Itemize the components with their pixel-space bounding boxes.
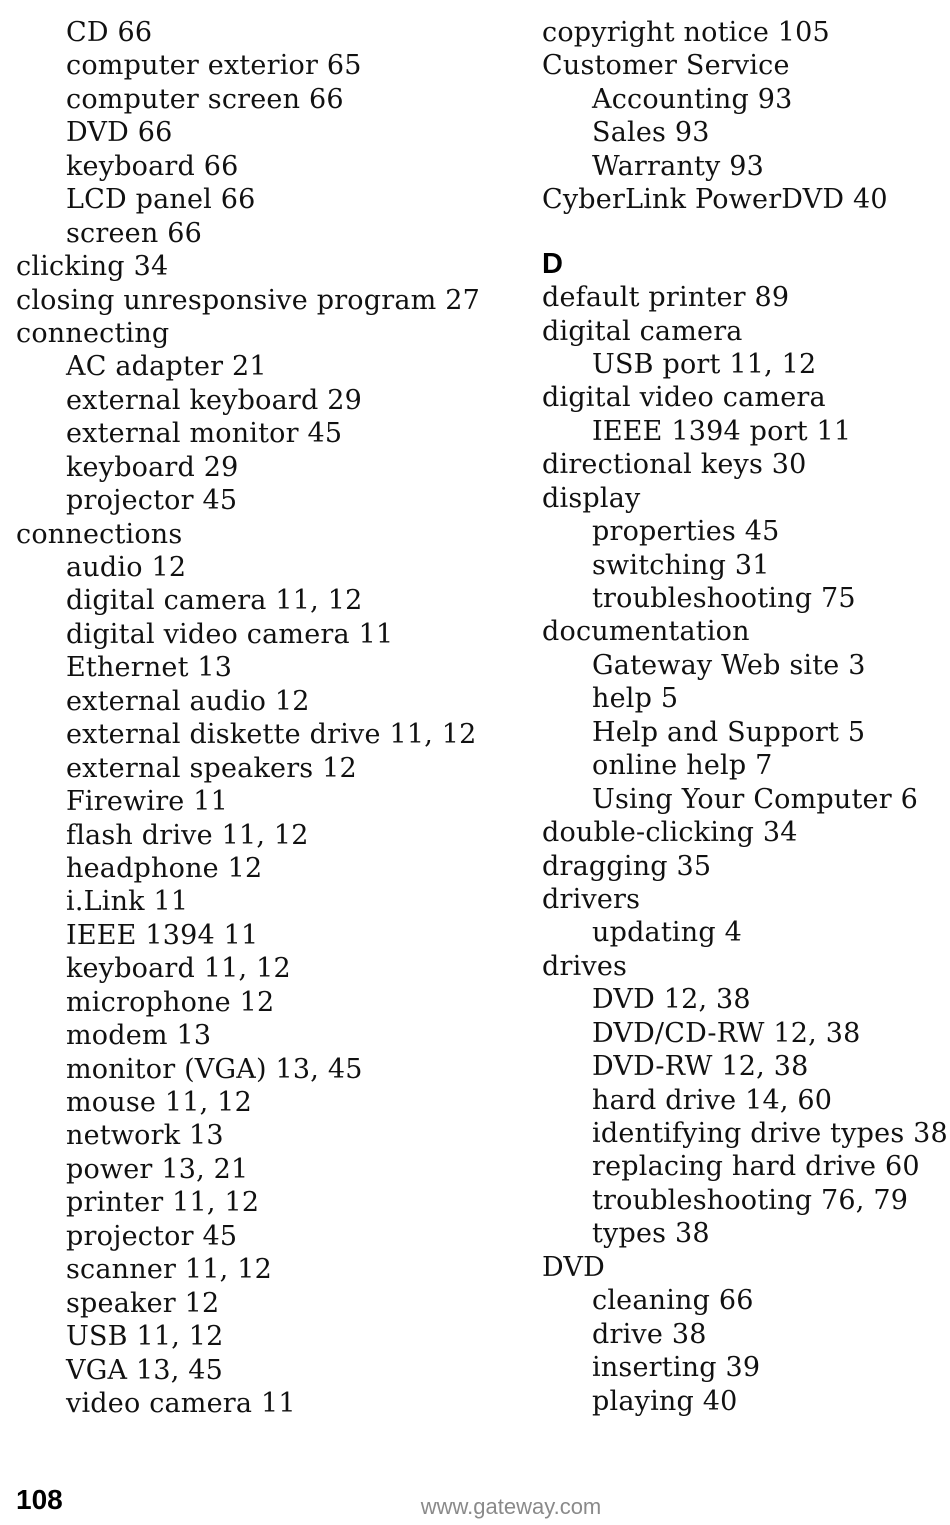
index-subentry: scanner 11, 12 — [66, 1254, 272, 1286]
index-subentry: projector 45 — [66, 485, 238, 517]
index-subentry: keyboard 11, 12 — [66, 953, 291, 985]
index-column-right — [542, 16, 947, 1418]
index-subentry: troubleshooting 75 — [592, 583, 856, 614]
index-subentry: USB port 11, 12 — [592, 348, 817, 380]
index-subentry: IEEE 1394 port 11 — [592, 415, 852, 447]
index-subentry: properties 45 — [592, 516, 780, 548]
index-subentry: inserting 39 — [592, 1352, 761, 1384]
index-subentry: updating 4 — [592, 917, 742, 949]
index-entry: closing unresponsive program 27 — [16, 284, 480, 316]
index-entry: connecting — [16, 317, 170, 349]
index-subentry: USB 11, 12 — [66, 1321, 224, 1353]
index-subentry: VGA 13, 45 — [66, 1354, 224, 1386]
index-subentry: keyboard 29 — [66, 451, 239, 483]
index-subentry: external diskette drive 11, 12 — [66, 719, 477, 751]
index-subentry: printer 11, 12 — [66, 1187, 260, 1219]
index-subentry: speaker 12 — [66, 1287, 220, 1319]
index-entry: Customer Service — [542, 50, 790, 82]
index-subentry: monitor (VGA) 13, 45 — [66, 1053, 363, 1085]
index-subentry: microphone 12 — [66, 986, 275, 1018]
index-entry: drives — [542, 950, 628, 982]
index-subentry: online help 7 — [592, 750, 773, 782]
index-subentry: replacing hard drive 60 — [592, 1151, 920, 1183]
index-subentry: IEEE 1394 11 — [66, 919, 259, 951]
section-heading: D — [542, 247, 563, 280]
index-entry: DVD — [542, 1251, 605, 1283]
index-subentry: screen 66 — [66, 217, 202, 249]
index-subentry: playing 40 — [592, 1385, 738, 1417]
index-subentry: video camera 11 — [66, 1387, 296, 1419]
index-subentry: Firewire 11 — [66, 786, 229, 818]
index-subentry: flash drive 11, 12 — [66, 819, 309, 851]
index-column-left — [16, 16, 516, 1420]
index-subentry: power 13, 21 — [66, 1153, 249, 1185]
index-subentry: DVD 66 — [66, 117, 173, 149]
index-entry: display — [542, 482, 641, 514]
index-entry: default printer 89 — [542, 282, 790, 314]
index-subentry: Accounting 93 — [592, 83, 793, 115]
index-subentry: Warranty 93 — [592, 150, 765, 182]
index-entry: digital video camera — [542, 382, 826, 414]
index-subentry: projector 45 — [66, 1220, 238, 1252]
page-number: 108 — [16, 1484, 63, 1515]
index-entry: copyright notice 105 — [542, 17, 830, 48]
index-subentry: Ethernet 13 — [66, 652, 233, 684]
index-subentry: hard drive 14, 60 — [592, 1084, 833, 1116]
index-subentry: identifying drive types 38 — [592, 1118, 948, 1149]
index-subentry: external keyboard 29 — [66, 384, 363, 416]
index-subentry: external speakers 12 — [66, 752, 357, 784]
index-subentry: computer screen 66 — [66, 83, 344, 115]
index-subentry: Using Your Computer 6 — [592, 783, 918, 815]
index-subentry: Gateway Web site 3 — [592, 649, 866, 681]
index-entry: dragging 35 — [542, 850, 712, 882]
index-subentry: mouse 11, 12 — [66, 1087, 252, 1118]
index-subentry: CD 66 — [66, 17, 153, 48]
index-subentry: computer exterior 65 — [66, 50, 362, 82]
index-subentry: types 38 — [592, 1218, 710, 1250]
index-subentry: DVD 12, 38 — [592, 984, 751, 1016]
index-subentry: Help and Support 5 — [592, 716, 866, 748]
index-subentry: help 5 — [592, 683, 679, 715]
index-subentry: network 13 — [66, 1120, 224, 1152]
index-subentry: LCD panel 66 — [66, 184, 256, 216]
index-subentry: DVD-RW 12, 38 — [592, 1051, 809, 1083]
index-subentry: AC adapter 21 — [66, 351, 267, 383]
index-subentry: keyboard 66 — [66, 150, 239, 182]
index-entry: clicking 34 — [16, 251, 169, 283]
index-entry: documentation — [542, 616, 750, 648]
index-subentry: troubleshooting 76, 79 — [592, 1184, 909, 1216]
index-entry: directional keys 30 — [542, 449, 807, 481]
index-subentry: DVD/CD-RW 12, 38 — [592, 1017, 861, 1049]
index-subentry: drive 38 — [592, 1318, 707, 1350]
footer-url: www.gateway.com — [420, 1494, 602, 1519]
index-entry: digital camera — [542, 315, 743, 347]
index-subentry: i.Link 11 — [66, 886, 189, 918]
index-subentry: external monitor 45 — [66, 418, 343, 450]
section-gap — [542, 217, 947, 248]
index-entry: double-clicking 34 — [542, 817, 798, 849]
index-entry: connections — [16, 518, 183, 550]
index-subentry: cleaning 66 — [592, 1285, 754, 1317]
index-subentry: digital camera 11, 12 — [66, 585, 363, 617]
index-entry: CyberLink PowerDVD 40 — [542, 184, 888, 216]
index-subentry: digital video camera 11 — [66, 618, 394, 650]
index-subentry: audio 12 — [66, 552, 187, 583]
index-entry: drivers — [542, 883, 641, 915]
index-subentry: modem 13 — [66, 1020, 212, 1052]
index-subentry: external audio 12 — [66, 685, 310, 717]
index-subentry: headphone 12 — [66, 852, 263, 884]
index-subentry: Sales 93 — [592, 117, 710, 149]
index-subentry: switching 31 — [592, 549, 770, 581]
